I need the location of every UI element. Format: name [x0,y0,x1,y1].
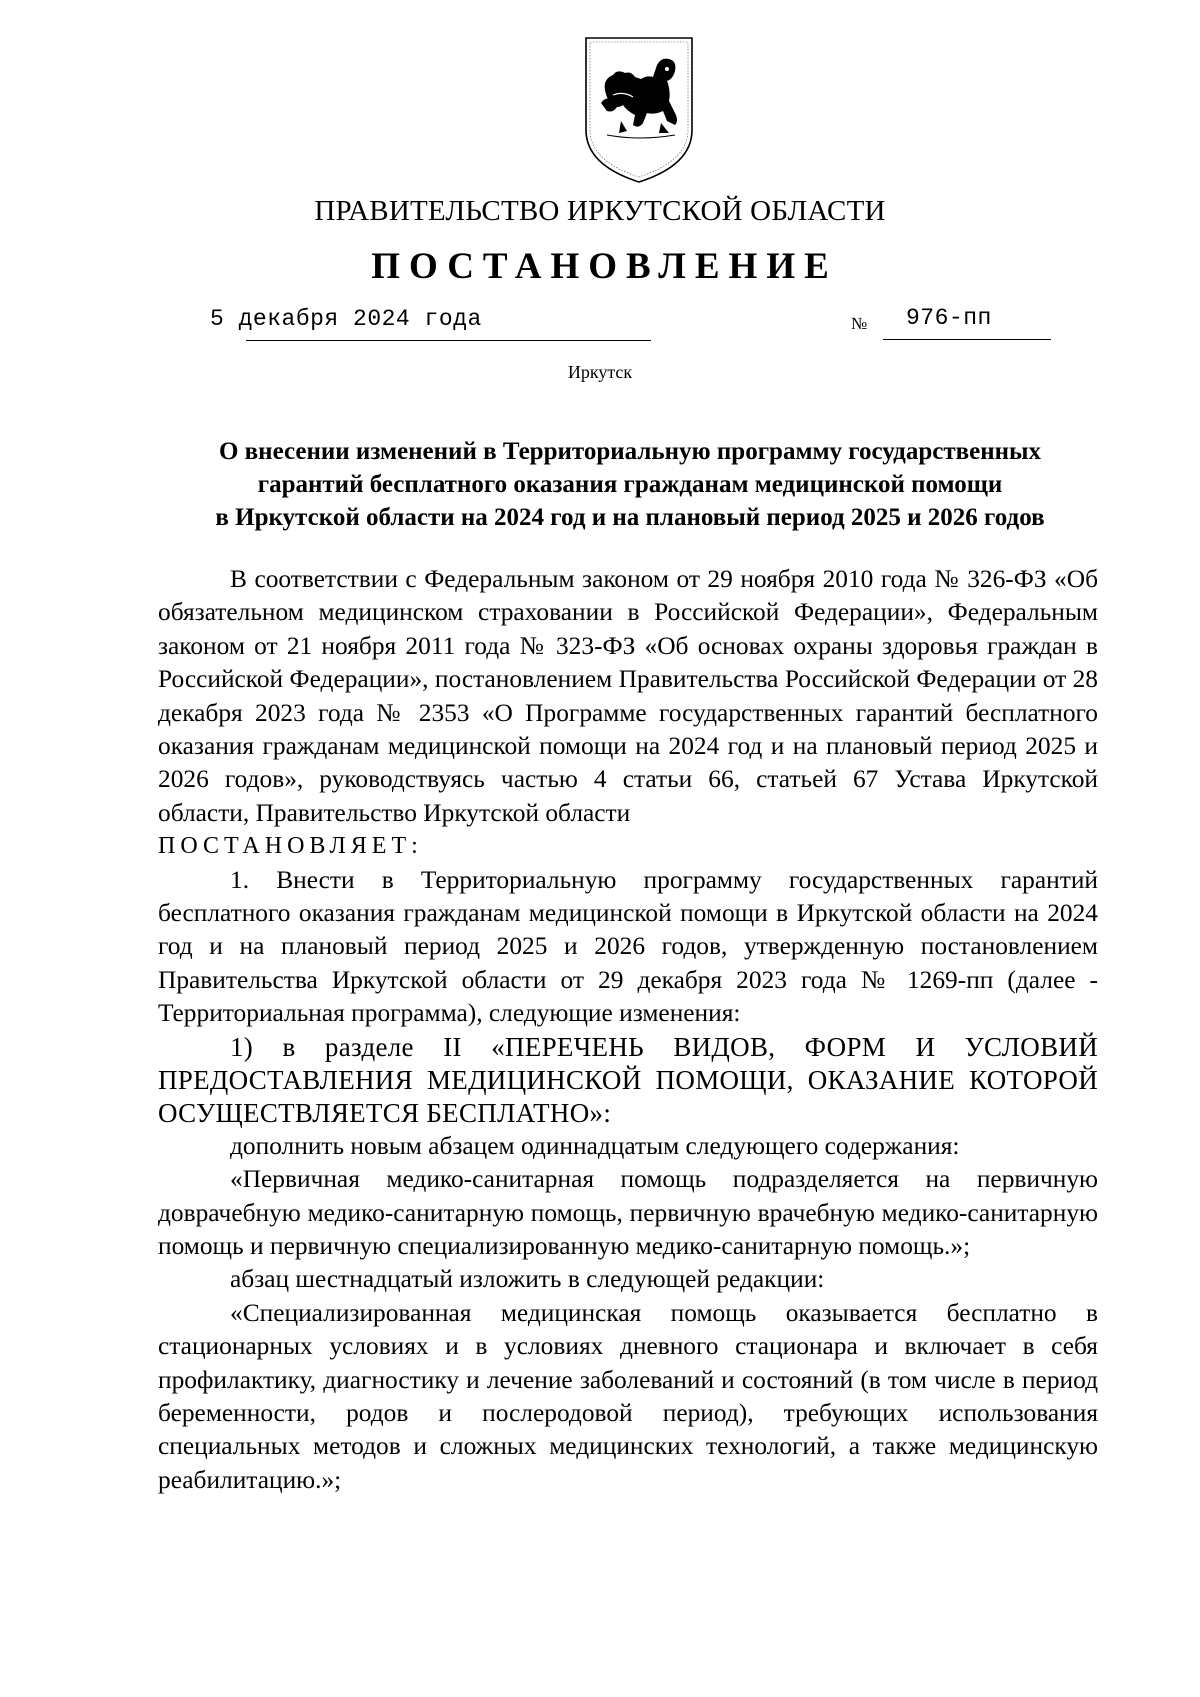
subitem-1-line: ОСУЩЕСТВЛЯЕТСЯ БЕСПЛАТНО»: [158,1097,612,1128]
add-paragraph-instruction: дополнить новым абзацем одиннадцатым следующего содержания: [230,1131,960,1160]
subject-line: гарантий бесплатного оказания гражданам медицинской помощи [257,471,1003,498]
preamble-paragraph: В соответствии с Федеральным законом от 29 ноября 2010 года № 326-ФЗ «Об обязательном медицинском страховании в Российской Федерации», Федеральным законом от 21 ноября 2011 года № 323-ФЗ «Об основах охраны здоровья граждан в Российской Федерации», постановлением Правительства Российской Федерации от 28 декабря 2023 года № 2353 «О Программе государственных гарантий бесплатного оказания гражданам медицинской помощи на 2024 год и на плановый период 2025 и 2026 годов», руководствуясь частью 4 статьи 66, статьей 67 Устава Иркутской области, Правительство Иркутской области [158,565,1098,827]
decree-date: 5 декабря 2024 года [210,306,482,332]
decree-title: ПОСТАНОВЛЕНИЕ [371,246,838,287]
number-sign: № [851,314,868,333]
government-name: ПРАВИТЕЛЬСТВО ИРКУТСКОЙ ОБЛАСТИ [314,195,886,227]
quoted-paragraph: «Первичная медико-санитарная помощь подразделяется на первичную доврачебную медико-санитарную помощь, первичную врачебную медико-санитарную помощь и первичную специализированную медико-санитарную помощь.»; [158,1165,1098,1260]
city-name: Иркутск [567,362,633,382]
subitem-1-line: 1) в разделе II «ПЕРЕЧЕНЬ ВИДОВ, ФОРМ И УСЛОВИЙ [230,1031,1098,1062]
subject-line: О внесении изменений в Территориальную программу государственных [218,438,1042,465]
subitem-1-line: ПРЕДОСТАВЛЕНИЯ МЕДИЦИНСКОЙ ПОМОЩИ, ОКАЗАНИЕ КОТОРОЙ [158,1064,1098,1095]
decree-body [158,563,1098,1497]
edit-paragraph-instruction: абзац шестнадцатый изложить в следующей редакции: [230,1265,825,1294]
date-underline [246,340,651,341]
decree-subject [150,435,1110,534]
item-1-paragraph: 1. Внести в Территориальную программу государственных гарантий бесплатного оказания гражданам медицинской помощи в Иркутской области на 2024 год и на плановый период 2025 и 2026 годов, утвержденную постановлением Правительства Иркутской области от 29 декабря 2023 года № 1269-пп (далее - Территориальная программа), следующие изменения: [158,865,1098,1028]
decree-number: 976-пп [906,305,992,331]
subject-line: в Иркутской области на 2024 год и на плановый период 2025 и 2026 годов [215,504,1045,531]
quoted-paragraph: «Специализированная медицинская помощь оказывается бесплатно в стационарных условиях и в условиях дневного стационара и включает в себя профилактику, диагностику и лечение заболеваний и состояний (в том числе в период беременности, родов и послеродовой период), требующих использования специальных методов и сложных медицинских технологий, а также медицинскую реабилитацию.»; [158,1298,1098,1494]
decree-date-field [210,306,482,332]
resolves-heading: ПОСТАНОВЛЯЕТ: [158,833,423,860]
coat-of-arms-icon [583,35,695,185]
number-underline [883,339,1051,340]
